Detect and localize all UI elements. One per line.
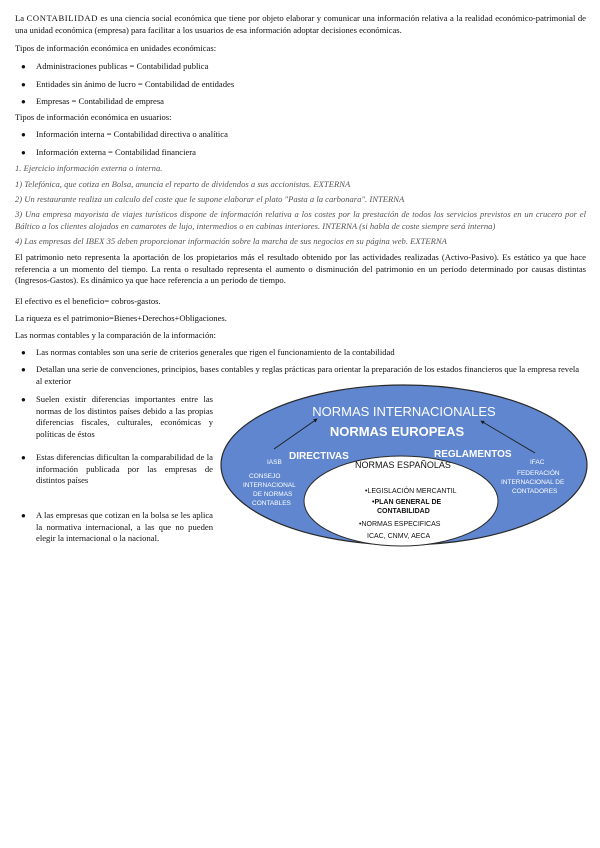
exercise-item-3: 3) Una empresa mayorista de viajes turísticos dispone de información relativa a los costes por la prestación de todos los servicios previstos en un crucero por el Báltico a los clientes alojados en camarotes de lujo, intermedios o en cabinas interiores. INTERNA (si habla de coste siempre será interna) [15, 209, 586, 231]
bullet-icon: ● [21, 365, 26, 374]
bullet-icon: ● [21, 148, 26, 157]
intro-rest: es una ciencia social económica que tiene por objeto elaborar y comunicar una información relativa a la realidad económico-patrimonial de una unidad económica (empresa) para facilitar a los usuarios de esa información adoptar decisiones económicas. [15, 13, 586, 35]
types-unit-item-1: Administraciones publicas = Contabilidad publica [36, 61, 209, 71]
normas-item-3: Suelen existir diferencias importantes entre las normas de los distintos países debido a las propias diferencias fiscales, culturales, económicas y políticas de éstos [36, 394, 213, 439]
exercise-item-2: 2) Un restaurante realiza un calculo del coste que le supone elaborar el plato "Pasta a la carbonara". INTERNA [15, 194, 405, 204]
riqueza-line: La riqueza es el patrimonio=Bienes+Derechos+Obligaciones. [15, 313, 227, 323]
iasb-line: DE NORMAS [253, 491, 293, 498]
types-users-item-2: Información externa = Contabilidad financiera [36, 147, 196, 157]
types-users-item-1: Información interna = Contabilidad directiva o analítica [36, 129, 228, 139]
ifac-line: INTERNACIONAL DE [501, 479, 565, 486]
inner-item: •NORMAS ESPECIFICAS [359, 521, 441, 528]
ifac-line: IFAC [530, 459, 545, 466]
iasb-line: CONSEJO [249, 473, 281, 480]
bullet-icon: ● [21, 130, 26, 139]
bullet-icon: ● [21, 62, 26, 71]
bullet-icon: ● [21, 395, 26, 404]
intro-term: CONTABILIDAD [26, 13, 98, 23]
patrimonio-paragraph: El patrimonio neto representa la aportación de los propietarios más el resultado obtenido por las actividades realizadas (Activo-Pasivo). Es estático ya que hace referencia a un momento del tiempo. La renta o resultado representa el aumento o disminución del patrimonio en un periodo determinado por causas distintas (Ingresos-Gastos). Es dinámico ya que hace referencia a un periodo de tiempo. [15, 252, 586, 286]
types-unit-heading: Tipos de información económica en unidades económicas: [15, 43, 217, 53]
exercise-title: 1. Ejercicio información externa o interna. [15, 163, 163, 173]
european-title: NORMAS EUROPEAS [329, 424, 465, 439]
international-title: NORMAS INTERNACIONALES [312, 404, 496, 419]
types-unit-item-2: Entidades sin ánimo de lucro = Contabilidad de entidades [36, 79, 235, 89]
normas-item-2: Detallan una serie de convenciones, principios, bases contables y reglas prácticas para orientar la preparación de los estados financieros que la empresa revela al exterior [36, 364, 580, 386]
intro-lead: La [15, 13, 27, 23]
intro-paragraph [15, 13, 586, 36]
reglamentos-label: REGLAMENTOS [434, 449, 512, 460]
inner-item: CONTABILIDAD [377, 508, 430, 515]
normas-item-4: Estas diferencias dificultan la comparabilidad de la información publicada por las empresas de distintos países [36, 452, 213, 486]
types-users-heading: Tipos de información económica en usuarios: [15, 112, 172, 122]
types-unit-item-3: Empresas = Contabilidad de empresa [36, 96, 164, 106]
normas-item-1: Las normas contables son una serie de criterios generales que rigen el funcionamiento de la contabilidad [36, 347, 395, 357]
exercise-item-1: 1) Telefónica, que cotiza en Bolsa, anuncia el reparto de dividendos a sus accionistas. EXTERNA [15, 179, 351, 189]
inner-item: •PLAN GENERAL DE [372, 499, 442, 506]
directivas-label: DIRECTIVAS [289, 451, 349, 462]
bullet-icon: ● [21, 348, 26, 357]
iasb-line: INTERNACIONAL [243, 482, 296, 489]
spanish-title: NORMAS ESPAÑOLAS [355, 460, 451, 470]
normas-diagram [219, 383, 589, 548]
iasb-line: IASB [267, 459, 282, 466]
iasb-line: CONTABLES [252, 500, 291, 507]
ifac-line: CONTADORES [512, 488, 558, 495]
ifac-line: FEDERACIÓN [517, 470, 560, 477]
efectivo-line: El efectivo es el beneficio= cobros-gastos. [15, 296, 161, 306]
inner-item: •LEGISLACIÓN MERCANTIL [365, 488, 457, 495]
exercise-item-4: 4) Las empresas del IBEX 35 deben proporcionar información sobre la marcha de sus negocios en su página web. EXTERNA [15, 236, 447, 246]
bullet-icon: ● [21, 97, 26, 106]
bullet-icon: ● [21, 80, 26, 89]
inner-item: ICAC, CNMV, AECA [367, 533, 431, 540]
bullet-icon: ● [21, 453, 26, 462]
bullet-icon: ● [21, 511, 26, 520]
normas-item-5: A las empresas que cotizan en la bolsa se les aplica la normativa internacional, a las que no pueden elegir la internacional o la nacional. [36, 510, 213, 544]
normas-heading: Las normas contables y la comparación de la información: [15, 330, 216, 340]
